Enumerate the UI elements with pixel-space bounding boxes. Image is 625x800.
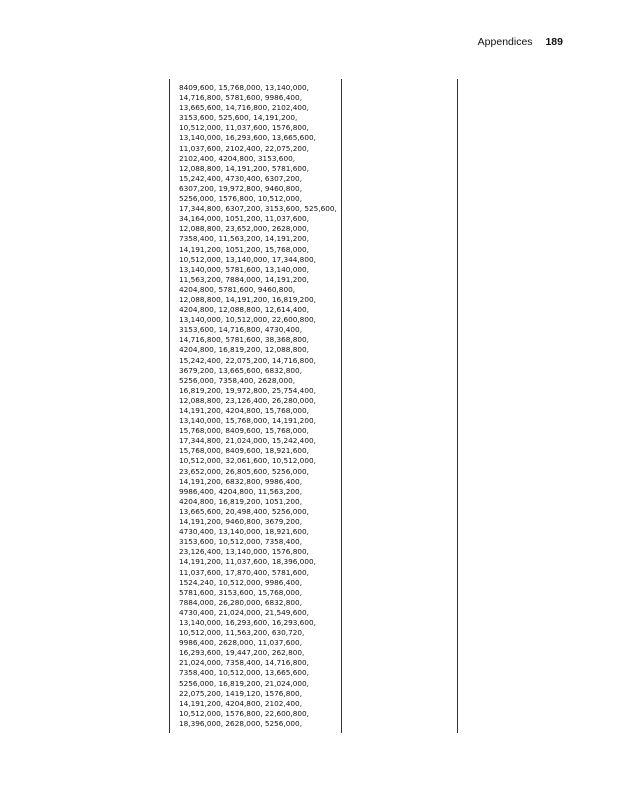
data-line: 23,652,000, 26,805,600, 5256,000,: [179, 466, 309, 476]
data-line: 3679,200, 13,665,600, 6832,800,: [179, 365, 303, 375]
data-line: 3153,600, 525,600, 14,191,200,: [179, 113, 298, 123]
data-line: 5781,600, 3153,600, 15,768,000,: [179, 587, 303, 597]
column-rule-right: [457, 79, 458, 733]
data-line: 4204,800, 16,819,200, 1051,200,: [179, 496, 303, 506]
data-line: 14,191,200, 11,037,600, 18,396,000,: [179, 557, 316, 567]
data-value-list: [179, 83, 339, 729]
data-line: 34,164,000, 1051,200, 11,037,600,: [179, 214, 309, 224]
data-line: 5256,000, 16,819,200, 21,024,000,: [179, 678, 309, 688]
data-line: 14,191,200, 9460,800, 3679,200,: [179, 517, 303, 527]
data-line: 11,037,600, 2102,400, 22,075,200,: [179, 143, 309, 153]
data-line: 4730,400, 21,024,000, 21,549,600,: [179, 607, 309, 617]
data-line: 5256,000, 7358,400, 2628,000,: [179, 375, 296, 385]
data-line: 12,088,800, 23,126,400, 26,280,000,: [179, 395, 316, 405]
data-line: 15,242,400, 22,075,200, 14,716,800,: [179, 355, 316, 365]
data-line: 4204,800, 5781,600, 9460,800,: [179, 284, 296, 294]
data-line: 14,191,200, 6832,800, 9986,400,: [179, 476, 303, 486]
data-line: 7884,000, 26,280,000, 6832,800,: [179, 597, 303, 607]
data-line: 3153,600, 14,716,800, 4730,400,: [179, 325, 303, 335]
data-line: 1524,240, 10,512,000, 9986,400,: [179, 577, 303, 587]
column-rule-left: [169, 79, 170, 733]
data-line: 14,191,200, 4204,800, 2102,400,: [179, 698, 303, 708]
data-line: 14,716,800, 5781,600, 38,368,800,: [179, 335, 309, 345]
data-line: 10,512,000, 32,061,600, 10,512,000,: [179, 456, 316, 466]
data-line: 7358,400, 10,512,000, 13,665,600,: [179, 668, 309, 678]
data-line: 10,512,000, 11,037,600, 1576,800,: [179, 123, 309, 133]
data-line: 8409,600, 15,768,000, 13,140,000,: [179, 83, 309, 92]
data-line: 2102,400, 4204,800, 3153,600,: [179, 153, 296, 163]
data-line: 14,191,200, 1051,200, 15,768,000,: [179, 244, 309, 254]
data-line: 9986,400, 4204,800, 11,563,200,: [179, 486, 303, 496]
data-line: 3153,600, 10,512,000, 7358,400,: [179, 537, 303, 547]
data-line: 10,512,000, 11,563,200, 630,720,: [179, 628, 305, 638]
data-line: 22,075,200, 1419,120, 1576,800,: [179, 688, 303, 698]
section-title: Appendices: [477, 36, 533, 48]
data-line: 12,088,800, 14,191,200, 16,819,200,: [179, 294, 316, 304]
data-line: 5256,000, 1576,800, 10,512,000,: [179, 194, 303, 204]
data-line: 9986,400, 2628,000, 11,037,600,: [179, 638, 303, 648]
page-number: 189: [545, 36, 563, 48]
data-line: 11,037,600, 17,870,400, 5781,600,: [179, 567, 309, 577]
data-line: 13,665,600, 20,498,400, 5256,000,: [179, 506, 309, 516]
data-line: 15,242,400, 4730,400, 6307,200,: [179, 173, 303, 183]
data-line: 12,088,800, 14,191,200, 5781,600,: [179, 163, 309, 173]
data-line: 12,088,800, 23,652,000, 2628,000,: [179, 224, 309, 234]
data-line: 16,819,200, 19,972,800, 25,754,400,: [179, 385, 316, 395]
data-line: 18,396,000, 2628,000, 5256,000,: [179, 718, 303, 728]
data-line: 10,512,000, 1576,800, 22,600,800,: [179, 708, 309, 718]
data-line: 13,140,000, 16,293,600, 13,665,600,: [179, 133, 316, 143]
data-line: 17,344,800, 6307,200, 3153,600, 525,600,: [179, 204, 337, 214]
data-line: 13,140,000, 5781,600, 13,140,000,: [179, 264, 309, 274]
data-line: 13,665,600, 14,716,800, 2102,400,: [179, 103, 309, 113]
data-line: 21,024,000, 7358,400, 14,716,800,: [179, 658, 309, 668]
data-line: 6307,200, 19,972,800, 9460,800,: [179, 183, 303, 193]
column-rule-middle: [341, 79, 342, 733]
data-line: 4204,800, 16,819,200, 12,088,800,: [179, 345, 309, 355]
data-line: 4204,800, 12,088,800, 12,614,400,: [179, 305, 309, 315]
data-line: 17,344,800, 21,024,000, 15,242,400,: [179, 436, 316, 446]
data-line: 15,768,000, 8409,600, 15,768,000,: [179, 426, 309, 436]
data-line: 10,512,000, 13,140,000, 17,344,800,: [179, 254, 316, 264]
data-line: 4730,400, 13,140,000, 18,921,600,: [179, 527, 309, 537]
data-line: 15,768,000, 8409,600, 18,921,600,: [179, 446, 309, 456]
data-line: 13,140,000, 10,512,000, 22,600,800,: [179, 315, 316, 325]
running-head: [478, 36, 563, 48]
data-line: 11,563,200, 7884,000, 14,191,200,: [179, 274, 309, 284]
data-line: 16,293,600, 19,447,200, 262,800,: [179, 648, 305, 658]
data-line: 14,716,800, 5781,600, 9986,400,: [179, 93, 303, 103]
data-line: 14,191,200, 4204,800, 15,768,000,: [179, 406, 309, 415]
data-line: 13,140,000, 15,768,000, 14,191,200,: [179, 416, 316, 426]
data-line: 13,140,000, 16,293,600, 16,293,600,: [179, 617, 316, 627]
data-line: 23,126,400, 13,140,000, 1576,800,: [179, 547, 309, 557]
data-line: 7358,400, 11,563,200, 14,191,200,: [179, 234, 309, 244]
